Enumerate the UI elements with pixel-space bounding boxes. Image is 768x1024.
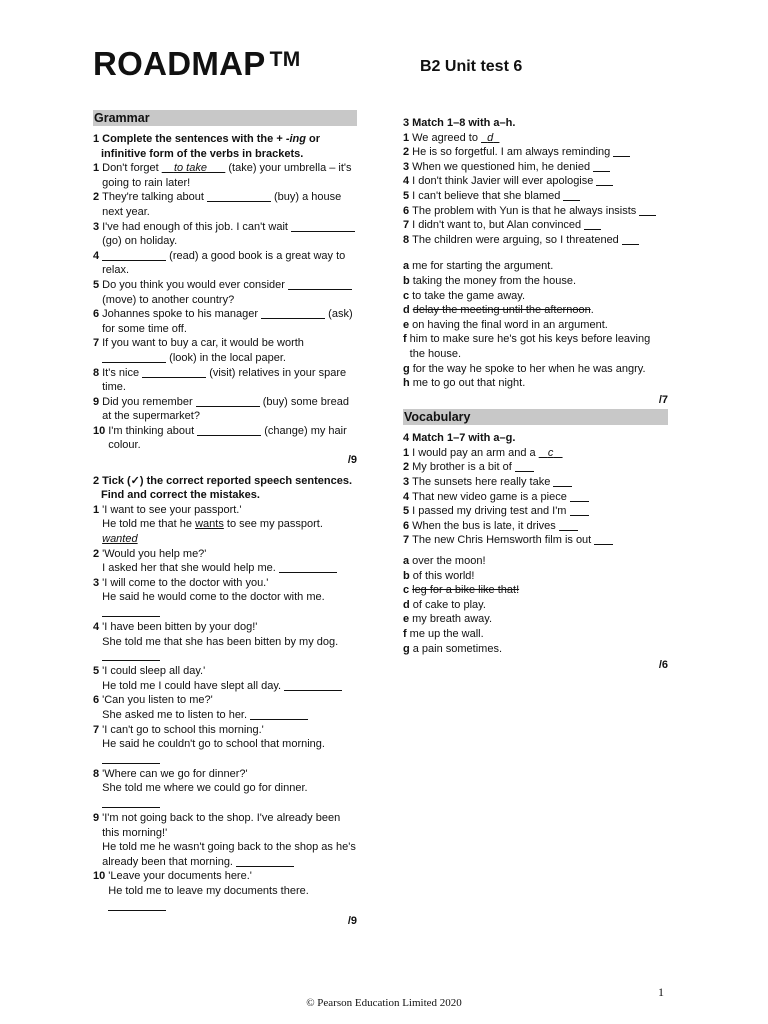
answer-blank[interactable] — [596, 175, 613, 186]
ex3-option: a me for starting the argument. — [403, 260, 554, 273]
answer-blank[interactable] — [102, 796, 160, 808]
ex3-option: h me to go out that night. — [403, 377, 526, 390]
exercise-4-instruction: 4 Match 1–7 with a–g. — [403, 432, 516, 445]
example-answer: to take — [173, 162, 207, 175]
exercise-1-instruction: 1 Complete the sentences with the + -ing or infinitive form of the verbs in brackets. — [93, 133, 321, 160]
answer-blank[interactable] — [553, 476, 572, 487]
ex3-item: 1 We agreed to d — [403, 131, 668, 146]
ex3-item: 3 When we questioned him, he denied — [403, 160, 668, 175]
answer-blank[interactable] — [639, 205, 656, 216]
answer-blank[interactable] — [102, 752, 160, 764]
ex1-item: 6 Johannes spoke to his manager (ask) for some time off. — [93, 308, 353, 335]
ex4-item: 1 I would pay an arm and a c — [403, 446, 668, 461]
ex3-item: 7 I didn't want to, but Alan convinced — [403, 218, 668, 233]
ex1-item: 8 It's nice (visit) relatives in your spare time. — [93, 366, 347, 394]
ex1-item: 1 Don't forget to take (take) your umbrella – it's going to rain later! — [93, 162, 352, 189]
ex3-option: c to take the game away. — [403, 289, 526, 302]
ex4-item: 2 My brother is a bit of — [403, 460, 668, 475]
ex4-item: 7 The new Chris Hemsworth film is out — [403, 533, 668, 548]
ex4-score: /6 — [658, 659, 668, 672]
exercise-2-instruction: 2 Tick (✓) the correct reported speech sentences. Find and correct the mistakes. — [93, 474, 353, 502]
exercise-3-instruction: 3 Match 1–8 with a–h. — [403, 117, 516, 129]
ex2-item: 6 'Can you listen to me?' She asked me to listen to her. — [93, 693, 357, 722]
ex4-option: g a pain sometimes. — [403, 642, 502, 655]
ex4-option: c leg for a bike like that! — [403, 583, 668, 598]
ex2-item: 5 'I could sleep all day.' He told me I could have slept all day. — [93, 664, 357, 693]
ex4-option: e my breath away. — [403, 613, 493, 626]
answer-blank[interactable] — [207, 191, 271, 202]
answer-blank[interactable] — [236, 856, 294, 867]
used-example-option: leg for a bike like that! — [412, 584, 520, 597]
page-number: 1 — [658, 985, 664, 999]
brand-name: ROADMAP — [93, 45, 266, 82]
ex4-item: 4 That new video game is a piece — [403, 490, 668, 505]
answer-blank[interactable] — [102, 352, 166, 363]
example-answer: c — [547, 446, 554, 459]
ex3-item: 8 The children were arguing, so I threatened — [403, 233, 668, 248]
answer-blank[interactable] — [593, 161, 610, 172]
ex4-item: 5 I passed my driving test and I'm — [403, 504, 668, 519]
answer-blank[interactable] — [613, 146, 630, 157]
ex2-item: 1 'I want to see your passport.' He told me that he wants to see my passport. wanted — [93, 503, 323, 546]
answer-blank[interactable] — [559, 520, 578, 531]
answer-blank[interactable] — [108, 899, 166, 911]
grammar-section-title: Grammar — [93, 110, 357, 126]
left-column — [93, 110, 357, 928]
answer-blank[interactable] — [102, 649, 160, 661]
ex1-item: 7 If you want to buy a car, it would be worth (look) in the local paper. — [93, 337, 304, 364]
ex3-item: 5 I can't believe that she blamed — [403, 189, 668, 204]
ex1-item: 3 I've had enough of this job. I can't wait (go) on holiday. — [93, 220, 357, 249]
answer-blank[interactable] — [570, 505, 589, 516]
ex2-item: 8 'Where can we go for dinner?' She told me where we could go for dinner. — [93, 767, 357, 811]
example-answer: d — [487, 131, 494, 144]
answer-blank[interactable] — [291, 221, 355, 232]
ex3-score: /7 — [658, 393, 668, 406]
test-title: B2 Unit test 6 — [420, 58, 523, 75]
answer-blank[interactable] — [261, 308, 325, 319]
right-column — [403, 116, 668, 673]
answer-blank[interactable] — [284, 680, 342, 691]
ex2-item: 2 'Would you help me?' I asked her that she would help me. — [93, 547, 357, 576]
ex2-item: 9 'I'm not going back to the shop. I've already been this morning!' He told me he wasn't going back to the shop as he's already been that morning. — [93, 811, 356, 868]
answer-blank[interactable] — [594, 534, 613, 545]
vocabulary-section-title: Vocabulary — [403, 409, 668, 425]
ex1-item: 4 (read) a good book is a great way to relax. — [93, 249, 346, 277]
answer-blank[interactable] — [250, 709, 308, 720]
ex4-option: b of this world! — [403, 569, 475, 582]
ex4-option: a over the moon! — [403, 555, 486, 568]
answer-blank[interactable] — [279, 562, 337, 573]
ex1-item: 9 Did you remember (buy) some bread at the supermarket? — [93, 395, 349, 423]
copyright-footer: © Pearson Education Limited 2020 — [306, 997, 462, 1009]
brand-logo — [93, 40, 301, 84]
ex2-item: 4 'I have been bitten by your dog!' She told me that she has been bitten by my dog. — [93, 620, 357, 664]
answer-blank[interactable] — [196, 396, 260, 407]
example-correction: wanted — [102, 533, 138, 546]
trademark-symbol: TM — [269, 48, 301, 71]
ex4-item: 3 The sunsets here really take — [403, 475, 668, 490]
ex4-item: 6 When the bus is late, it drives — [403, 519, 668, 534]
ex2-item: 3 'I will come to the doctor with you.' He said he would come to the doctor with me. — [93, 576, 357, 620]
ex4-option: f me up the wall. — [403, 628, 484, 640]
ex1-item: 2 They're talking about (buy) a house next year. — [93, 191, 342, 218]
ex3-option: f him to make sure he's got his keys before leaving the house. — [403, 333, 651, 360]
answer-blank[interactable] — [622, 234, 639, 245]
ex3-item: 4 I don't think Javier will ever apologise — [403, 174, 668, 189]
answer-blank[interactable] — [102, 250, 166, 261]
ex2-score: /9 — [347, 914, 357, 927]
ex1-item: 10 I'm thinking about (change) my hair colour. — [93, 424, 347, 452]
answer-blank[interactable] — [288, 279, 352, 290]
ex3-item: 2 He is so forgetful. I am always reminding — [403, 145, 668, 160]
answer-blank[interactable] — [515, 461, 534, 472]
answer-blank[interactable] — [197, 425, 261, 436]
answer-blank[interactable] — [584, 219, 601, 230]
tick-icon: ✓ — [130, 474, 140, 487]
ex2-item: 10 'Leave your documents here.' He told me to leave my documents there. — [93, 869, 357, 913]
used-example-option: delay the meeting until the afternoon — [412, 304, 591, 317]
ex3-option: g for the way he spoke to her when he was angry. — [403, 362, 646, 375]
ex3-option: e on having the final word in an argument. — [403, 318, 608, 331]
ex3-option: d delay the meeting until the afternoon. — [403, 304, 594, 317]
answer-blank[interactable] — [142, 367, 206, 378]
answer-blank[interactable] — [570, 491, 589, 502]
ex3-item: 6 The problem with Yun is that he always insists — [403, 204, 668, 219]
answer-blank[interactable] — [102, 605, 160, 617]
answer-blank[interactable] — [563, 190, 580, 201]
ex1-score: /9 — [347, 454, 357, 467]
ex1-item: 5 Do you think you would ever consider (move) to another country? — [93, 278, 357, 307]
ex2-item: 7 'I can't go to school this morning.' He said he couldn't go to school that morning. — [93, 723, 357, 767]
ex3-option: b taking the money from the house. — [403, 274, 576, 287]
ex4-option: d of cake to play. — [403, 598, 486, 611]
